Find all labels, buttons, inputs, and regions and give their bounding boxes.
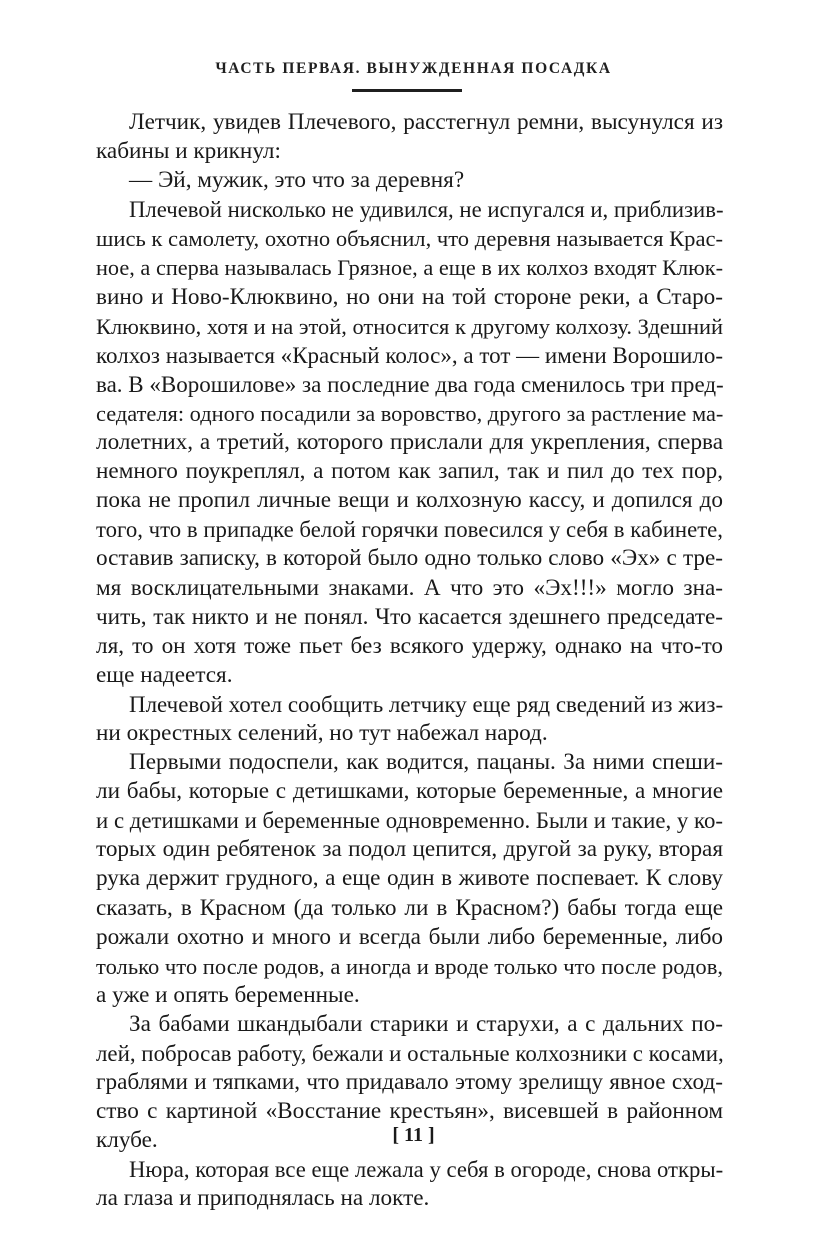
text-line: клубе. xyxy=(96,1127,158,1154)
text-line: чить, так никто и не понял. Что касается здешнего председате- xyxy=(96,603,723,630)
running-head: ЧАСТЬ ПЕРВАЯ. ВЫНУЖДЕННАЯ ПОСАДКА xyxy=(215,60,612,77)
text-line: ли бабы, которые с детишками, которые беременные, а многие xyxy=(96,778,723,805)
text-line: только что после родов, а иногда и вроде только что после родов, xyxy=(96,953,723,979)
text-line: колхоз называется «Красный колос», а тот — имени Ворошило- xyxy=(96,341,723,368)
text-line: ство с картиной «Восстание крестьян», висевшей в районном xyxy=(96,1098,723,1125)
text-line: сказать, в Красном (да только ли в Красном?) бабы тогда еще xyxy=(96,894,723,921)
text-line: кабины и крикнул: xyxy=(96,138,281,165)
text-line: седателя: одного посадили за воровство, другого за растление ма- xyxy=(96,400,724,426)
text-line: лолетних, а третий, которого прислали для укрепления, сперва xyxy=(96,429,723,456)
text-line: Первыми подоспели, как водится, пацаны. За ними спеши- xyxy=(129,749,723,776)
text-line: и с детишками и беременные одновременно. Были и такие, у ко- xyxy=(96,808,723,834)
text-line: Плечевой нисколько не удивился, не испугался и, приблизив- xyxy=(129,197,724,223)
text-line: оставив записку, в которой было одно только слово «Эх» с тре- xyxy=(96,545,723,572)
text-line: граблями и тяпками, что придавало этому зрелищу явное сход- xyxy=(96,1069,723,1096)
running-head-rule xyxy=(352,89,462,92)
text-line: а уже и опять беременные. xyxy=(96,981,360,1008)
text-line: — Эй, мужик, это что за деревня? xyxy=(129,167,465,194)
text-line: шись к самолету, охотно объяснил, что деревня называется Крас- xyxy=(96,226,724,252)
text-line: лей, побросав работу, бежали и остальные колхозники с косами, xyxy=(96,1041,724,1066)
text-line: Плечевой хотел сообщить летчику еще ряд сведений из жиз- xyxy=(129,691,724,717)
text-line: Нюра, которая все еще лежала у себя в огороде, снова откры- xyxy=(129,1157,724,1183)
text-line: того, что в припадке белой горячки повесился у себя в кабинете, xyxy=(96,517,723,543)
text-line: немного поукреплял, а потом как запил, так и пил до тех пор, xyxy=(96,458,723,485)
text-line: пока не пропил личные вещи и колхозную кассу, и допился до xyxy=(96,487,723,514)
text-line: еще надеется. xyxy=(96,661,233,688)
text-line: За бабами шкандыбали старики и старухи, а с дальних по- xyxy=(129,1010,723,1037)
body-text xyxy=(96,108,723,1214)
text-line: вино и Ново-Клюквино, но они на той стороне реки, а Старо- xyxy=(96,283,723,310)
text-line: ля, то он хотя тоже пьет без всякого удержу, однако на что-то xyxy=(96,632,723,659)
text-line: ное, а сперва называлась Грязное, а еще в их колхоз входят Клюк- xyxy=(96,255,723,281)
page-number: [ 11 ] xyxy=(392,1124,435,1146)
text-line: Летчик, увидев Плечевого, расстегнул ремни, высунулся из xyxy=(129,109,723,135)
text-line: мя восклицательными знаками. А что это «Эх!!!» могло зна- xyxy=(96,574,723,601)
text-line: ва. В «Ворошилове» за последние два года сменилось три пред- xyxy=(96,370,724,397)
text-line: ла глаза и приподнялась на локте. xyxy=(96,1185,430,1212)
text-line: рука держит грудного, а еще один в животе поспевает. К слову xyxy=(96,865,723,892)
text-line: Клюквино, хотя и на этой, относится к другому колхозу. Здешний xyxy=(96,313,723,339)
text-line: ни окрестных селений, но тут набежал народ. xyxy=(96,719,548,746)
text-line: рожали охотно и много и всегда были либо беременные, либо xyxy=(96,923,723,950)
text-line: торых один ребятенок за подол цепится, другой за руку, вторая xyxy=(96,836,723,863)
